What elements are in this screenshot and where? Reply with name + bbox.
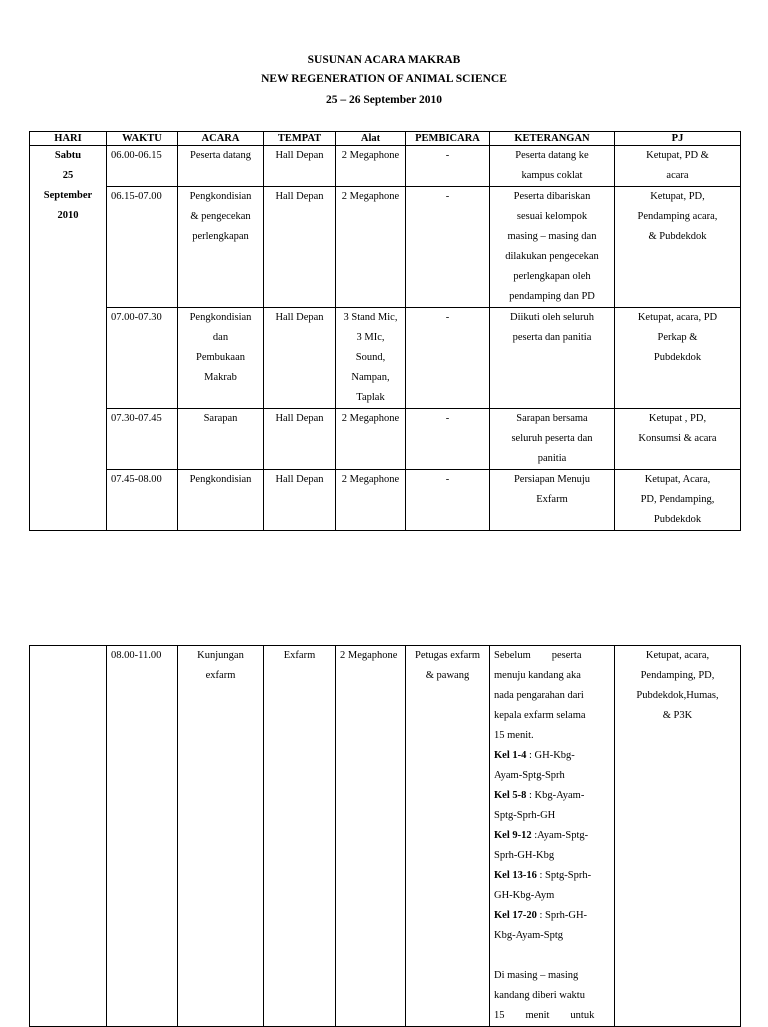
group-route-part: :Ayam-Sptg- (531, 830, 589, 841)
schedule-table-bottom (29, 645, 741, 1027)
cell-tempat: Exfarm (264, 646, 336, 1027)
ket-line: nada pengarahan dari (494, 690, 584, 701)
cell-pj (615, 308, 741, 409)
ket-line: kampus coklat (521, 170, 583, 181)
pj-line: Ketupat, PD & (646, 150, 709, 161)
day-line: 25 (62, 170, 74, 181)
group-route (494, 746, 610, 766)
ket-line: Diikuti oleh seluruh (510, 312, 594, 323)
alat-line: 2 Megaphone (341, 474, 400, 485)
acara-line: Kunjungan (197, 650, 244, 661)
ket-line: panitia (537, 453, 567, 464)
alat-line: Nampan, (351, 372, 390, 383)
group-label: Kel 13-16 (494, 870, 537, 881)
pj-line: Ketupat, PD, (650, 191, 705, 202)
pj-line: Pendamping, PD, (640, 670, 715, 681)
acara-line: Makrab (204, 372, 237, 383)
col-keterangan: KETERANGAN (490, 132, 615, 146)
group-label: Kel 9-12 (494, 830, 532, 841)
col-hari: HARI (30, 132, 107, 146)
cell-waktu: 07.30-07.45 (107, 409, 178, 470)
cell-tempat: Hall Depan (264, 409, 336, 470)
cell-hari (30, 146, 107, 531)
cell-keterangan (490, 187, 615, 308)
cell-tempat: Hall Depan (264, 187, 336, 308)
group-route (494, 866, 610, 886)
col-pembicara: PEMBICARA (406, 132, 490, 146)
cell-keterangan (490, 409, 615, 470)
ket-line: 15 menit. (494, 730, 534, 741)
acara-line: Pengkondisian (189, 474, 252, 485)
day-line: September (43, 190, 93, 201)
cell-tempat: Hall Depan (264, 470, 336, 531)
cell-pj (615, 146, 741, 187)
doc-title: SUSUNAN ACARA MAKRAB (307, 54, 461, 66)
group-route-cont: Kbg-Ayam-Sptg (494, 930, 564, 941)
group-route (494, 906, 610, 926)
cell-acara (178, 187, 264, 308)
group-route-cont: Ayam-Sptg-Sprh (494, 770, 565, 781)
cell-pembicara: - (406, 146, 490, 187)
ket-line: masing – masing dan (507, 231, 597, 242)
doc-date: 25 – 26 September 2010 (325, 94, 443, 106)
cell-acara (178, 646, 264, 1027)
alat-line: 2 Megaphone (341, 191, 400, 202)
cell-pembicara: - (406, 308, 490, 409)
pj-line: PD, Pendamping, (640, 494, 715, 505)
pj-line: & P3K (662, 710, 693, 721)
pj-line: Pubdekdok,Humas, (636, 690, 719, 701)
cell-acara (178, 146, 264, 187)
cell-pembicara: - (406, 187, 490, 308)
alat-line: Sound, (355, 352, 386, 363)
cell-waktu: 07.00-07.30 (107, 308, 178, 409)
acara-line: & pengecekan (190, 211, 251, 222)
cell-waktu: 07.45-08.00 (107, 470, 178, 531)
group-route-cont: Sptg-Sprh-GH (494, 810, 556, 821)
group-route (494, 826, 610, 846)
group-label: Kel 5-8 (494, 790, 527, 801)
group-route-part: : GH-Kbg- (526, 750, 575, 761)
ket-line: dilakukan pengecekan (505, 251, 599, 262)
col-tempat: TEMPAT (264, 132, 336, 146)
alat-line: 2 Megaphone (341, 150, 400, 161)
acara-line: Pengkondisian (189, 191, 252, 202)
pj-line: acara (666, 170, 689, 181)
pembicara-line: & pawang (425, 670, 470, 681)
pj-line: & Pubdekdok (648, 231, 707, 242)
ket-line: kandang diberi waktu (494, 990, 585, 1001)
pj-line: Konsumsi & acara (638, 433, 717, 444)
cell-pj (615, 187, 741, 308)
day-line: 2010 (57, 210, 79, 221)
col-acara: ACARA (178, 132, 264, 146)
pj-line: Ketupat, Acara, (644, 474, 711, 485)
ket-line: 15 menit untuk (494, 1010, 595, 1021)
acara-line: perlengkapan (192, 231, 249, 242)
cell-pj (615, 646, 741, 1027)
cell-alat (336, 470, 406, 531)
cell-waktu: 06.15-07.00 (107, 187, 178, 308)
group-route-cont: Sprh-GH-Kbg (494, 850, 555, 861)
ket-line: Di masing – masing (494, 970, 579, 981)
group-route-part: : Sptg-Sprh- (536, 870, 592, 881)
cell-pj (615, 470, 741, 531)
pembicara-line: Petugas exfarm (414, 650, 481, 661)
ket-line: sesuai kelompok (516, 211, 588, 222)
day-line: Sabtu (54, 150, 82, 161)
cell-pembicara (406, 646, 490, 1027)
cell-acara (178, 470, 264, 531)
cell-keterangan (490, 646, 615, 1027)
table-row (30, 646, 741, 1027)
cell-pj (615, 409, 741, 470)
acara-line: Pengkondisian (189, 312, 252, 323)
pj-line: Perkap & (657, 332, 698, 343)
cell-tempat: Hall Depan (264, 308, 336, 409)
group-label: Kel 17-20 (494, 910, 537, 921)
schedule-table-top (29, 131, 741, 531)
group-label: Kel 1-4 (494, 750, 527, 761)
cell-keterangan (490, 470, 615, 531)
table-row (30, 308, 741, 409)
alat-line: Taplak (356, 392, 385, 403)
cell-acara (178, 308, 264, 409)
alat-line: 3 Stand Mic, (343, 312, 398, 323)
acara-line: Sarapan (203, 413, 238, 424)
table-row (30, 146, 741, 187)
cell-alat (336, 409, 406, 470)
cell-alat (336, 308, 406, 409)
pj-line: Ketupat, acara, (645, 650, 710, 661)
ket-line: Persiapan Menuju (513, 474, 591, 485)
cell-acara (178, 409, 264, 470)
pj-line: Pubdekdok (653, 352, 702, 363)
col-pj: PJ (615, 132, 741, 146)
ket-line: Sebelum peserta (494, 650, 582, 661)
group-route-part: : Kbg-Ayam- (526, 790, 585, 801)
pj-line: Pubdekdok (653, 514, 702, 525)
alat-line: 2 Megaphone (341, 413, 400, 424)
ket-line: pendamping dan PD (509, 291, 595, 302)
ket-line: Exfarm (536, 494, 568, 505)
col-waktu: WAKTU (107, 132, 178, 146)
cell-keterangan (490, 308, 615, 409)
ket-line: Sarapan bersama (516, 413, 588, 424)
table-row (30, 187, 741, 308)
cell-alat (336, 187, 406, 308)
pj-line: Ketupat, acara, PD (637, 312, 718, 323)
ket-line: kepala exfarm selama (494, 710, 586, 721)
table-row (30, 409, 741, 470)
ket-line: perlengkapan oleh (513, 271, 591, 282)
ket-line: menuju kandang aka (494, 670, 581, 681)
cell-hari (30, 646, 107, 1027)
cell-waktu: 06.00-06.15 (107, 146, 178, 187)
spacer (494, 946, 610, 966)
acara-line: Pembukaan (196, 352, 245, 363)
pj-line: Pendamping acara, (637, 211, 718, 222)
cell-tempat: Hall Depan (264, 146, 336, 187)
col-alat: Alat (336, 132, 406, 146)
group-route (494, 786, 610, 806)
acara-line: Peserta datang (190, 150, 251, 161)
cell-keterangan (490, 146, 615, 187)
ket-line: Peserta dibariskan (513, 191, 591, 202)
pj-line: Ketupat , PD, (648, 413, 707, 424)
group-route-part: : Sprh-GH- (536, 910, 588, 921)
table-row (30, 470, 741, 531)
cell-waktu: 08.00-11.00 (107, 646, 178, 1027)
cell-pembicara: - (406, 409, 490, 470)
cell-alat (336, 146, 406, 187)
ket-line: seluruh peserta dan (511, 433, 593, 444)
header-row (30, 132, 741, 146)
acara-line: dan (212, 332, 229, 343)
alat-line: 3 MIc, (356, 332, 385, 343)
ket-line: Peserta datang ke (515, 150, 589, 161)
doc-subtitle: NEW REGENERATION OF ANIMAL SCIENCE (261, 73, 507, 85)
cell-alat: 2 Megaphone (336, 646, 406, 1027)
acara-line: exfarm (205, 670, 236, 681)
ket-line: peserta dan panitia (512, 332, 592, 343)
cell-pembicara: - (406, 470, 490, 531)
group-route-cont: GH-Kbg-Aym (494, 890, 555, 901)
